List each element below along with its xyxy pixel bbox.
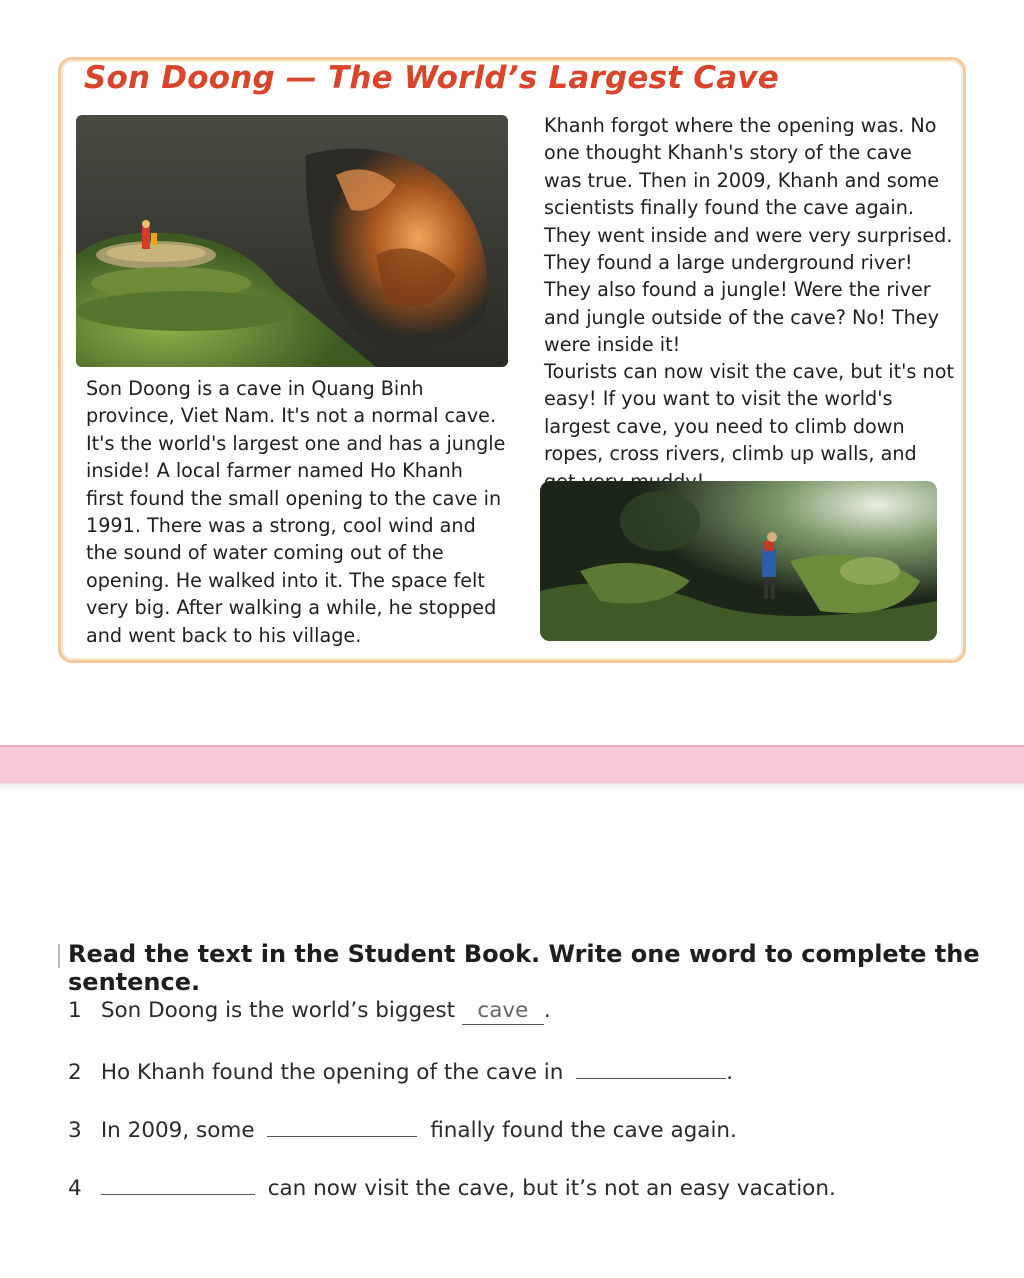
cave-photo: [76, 115, 508, 367]
question-text-before: Ho Khanh found the opening of the cave in: [100, 1060, 564, 1085]
instruction-marker: [58, 944, 60, 968]
question-text-before: In 2009, some: [100, 1118, 255, 1143]
question-3: [68, 1114, 737, 1143]
question-text-after: can now visit the cave, but it’s not an easy vacation.: [267, 1176, 836, 1201]
question-number: 3: [68, 1118, 82, 1143]
exercise-instruction: Read the text in the Student Book. Write one word to complete the sentence.: [68, 940, 980, 996]
question-text-before: Son Doong is the world’s biggest: [100, 998, 456, 1023]
article-title: Son Doong — The World’s Largest Cave: [84, 60, 779, 96]
question-text-after: .: [726, 1060, 734, 1085]
question-text-after: .: [543, 998, 551, 1023]
divider-shadow: [0, 783, 1024, 791]
answer-blank-3[interactable]: [267, 1114, 417, 1137]
article-paragraph-right-2: Tourists can now visit the cave, but it's not easy! If you want to visit the world's largest cave, you need to climb down ropes, cross rivers, climb up walls, and: [544, 360, 954, 466]
answer-blank-4[interactable]: [101, 1172, 255, 1195]
answer-blank-2[interactable]: [576, 1056, 726, 1079]
question-4: [68, 1172, 836, 1201]
article-paragraph-right-1: Khanh forgot where the opening was. No one thought Khanh's story of the cave was true. Then in 2009, Khanh and some scientists finally found the cave again. They went inside and were very surprised. They found a large underground river! They also found a jungle! Were the river and jungle outside of the cave? No! They were inside it!: [544, 114, 953, 357]
question-text-after: finally found the cave again.: [430, 1118, 737, 1143]
question-number: 4: [68, 1176, 82, 1201]
question-1: [68, 998, 551, 1025]
question-number: 2: [68, 1060, 82, 1085]
page-divider-band: [0, 745, 1024, 785]
question-number: 1: [68, 998, 82, 1023]
jungle-photo: [540, 481, 937, 641]
article-paragraph-left: Son Doong is a cave in Quang Binh province, Viet Nam. It's not a normal cave. It's the world's largest one and has a jungle inside! A local farmer named Ho Khanh first found the small opening to the cave in 1991. There was a strong, cool wind and the sound of water coming out of the opening. He walked into it. The space felt very big. After walking a while, he stopped and went back to his village.: [86, 377, 506, 647]
question-2: [68, 1056, 733, 1085]
answer-blank-1[interactable]: cave: [462, 998, 544, 1025]
